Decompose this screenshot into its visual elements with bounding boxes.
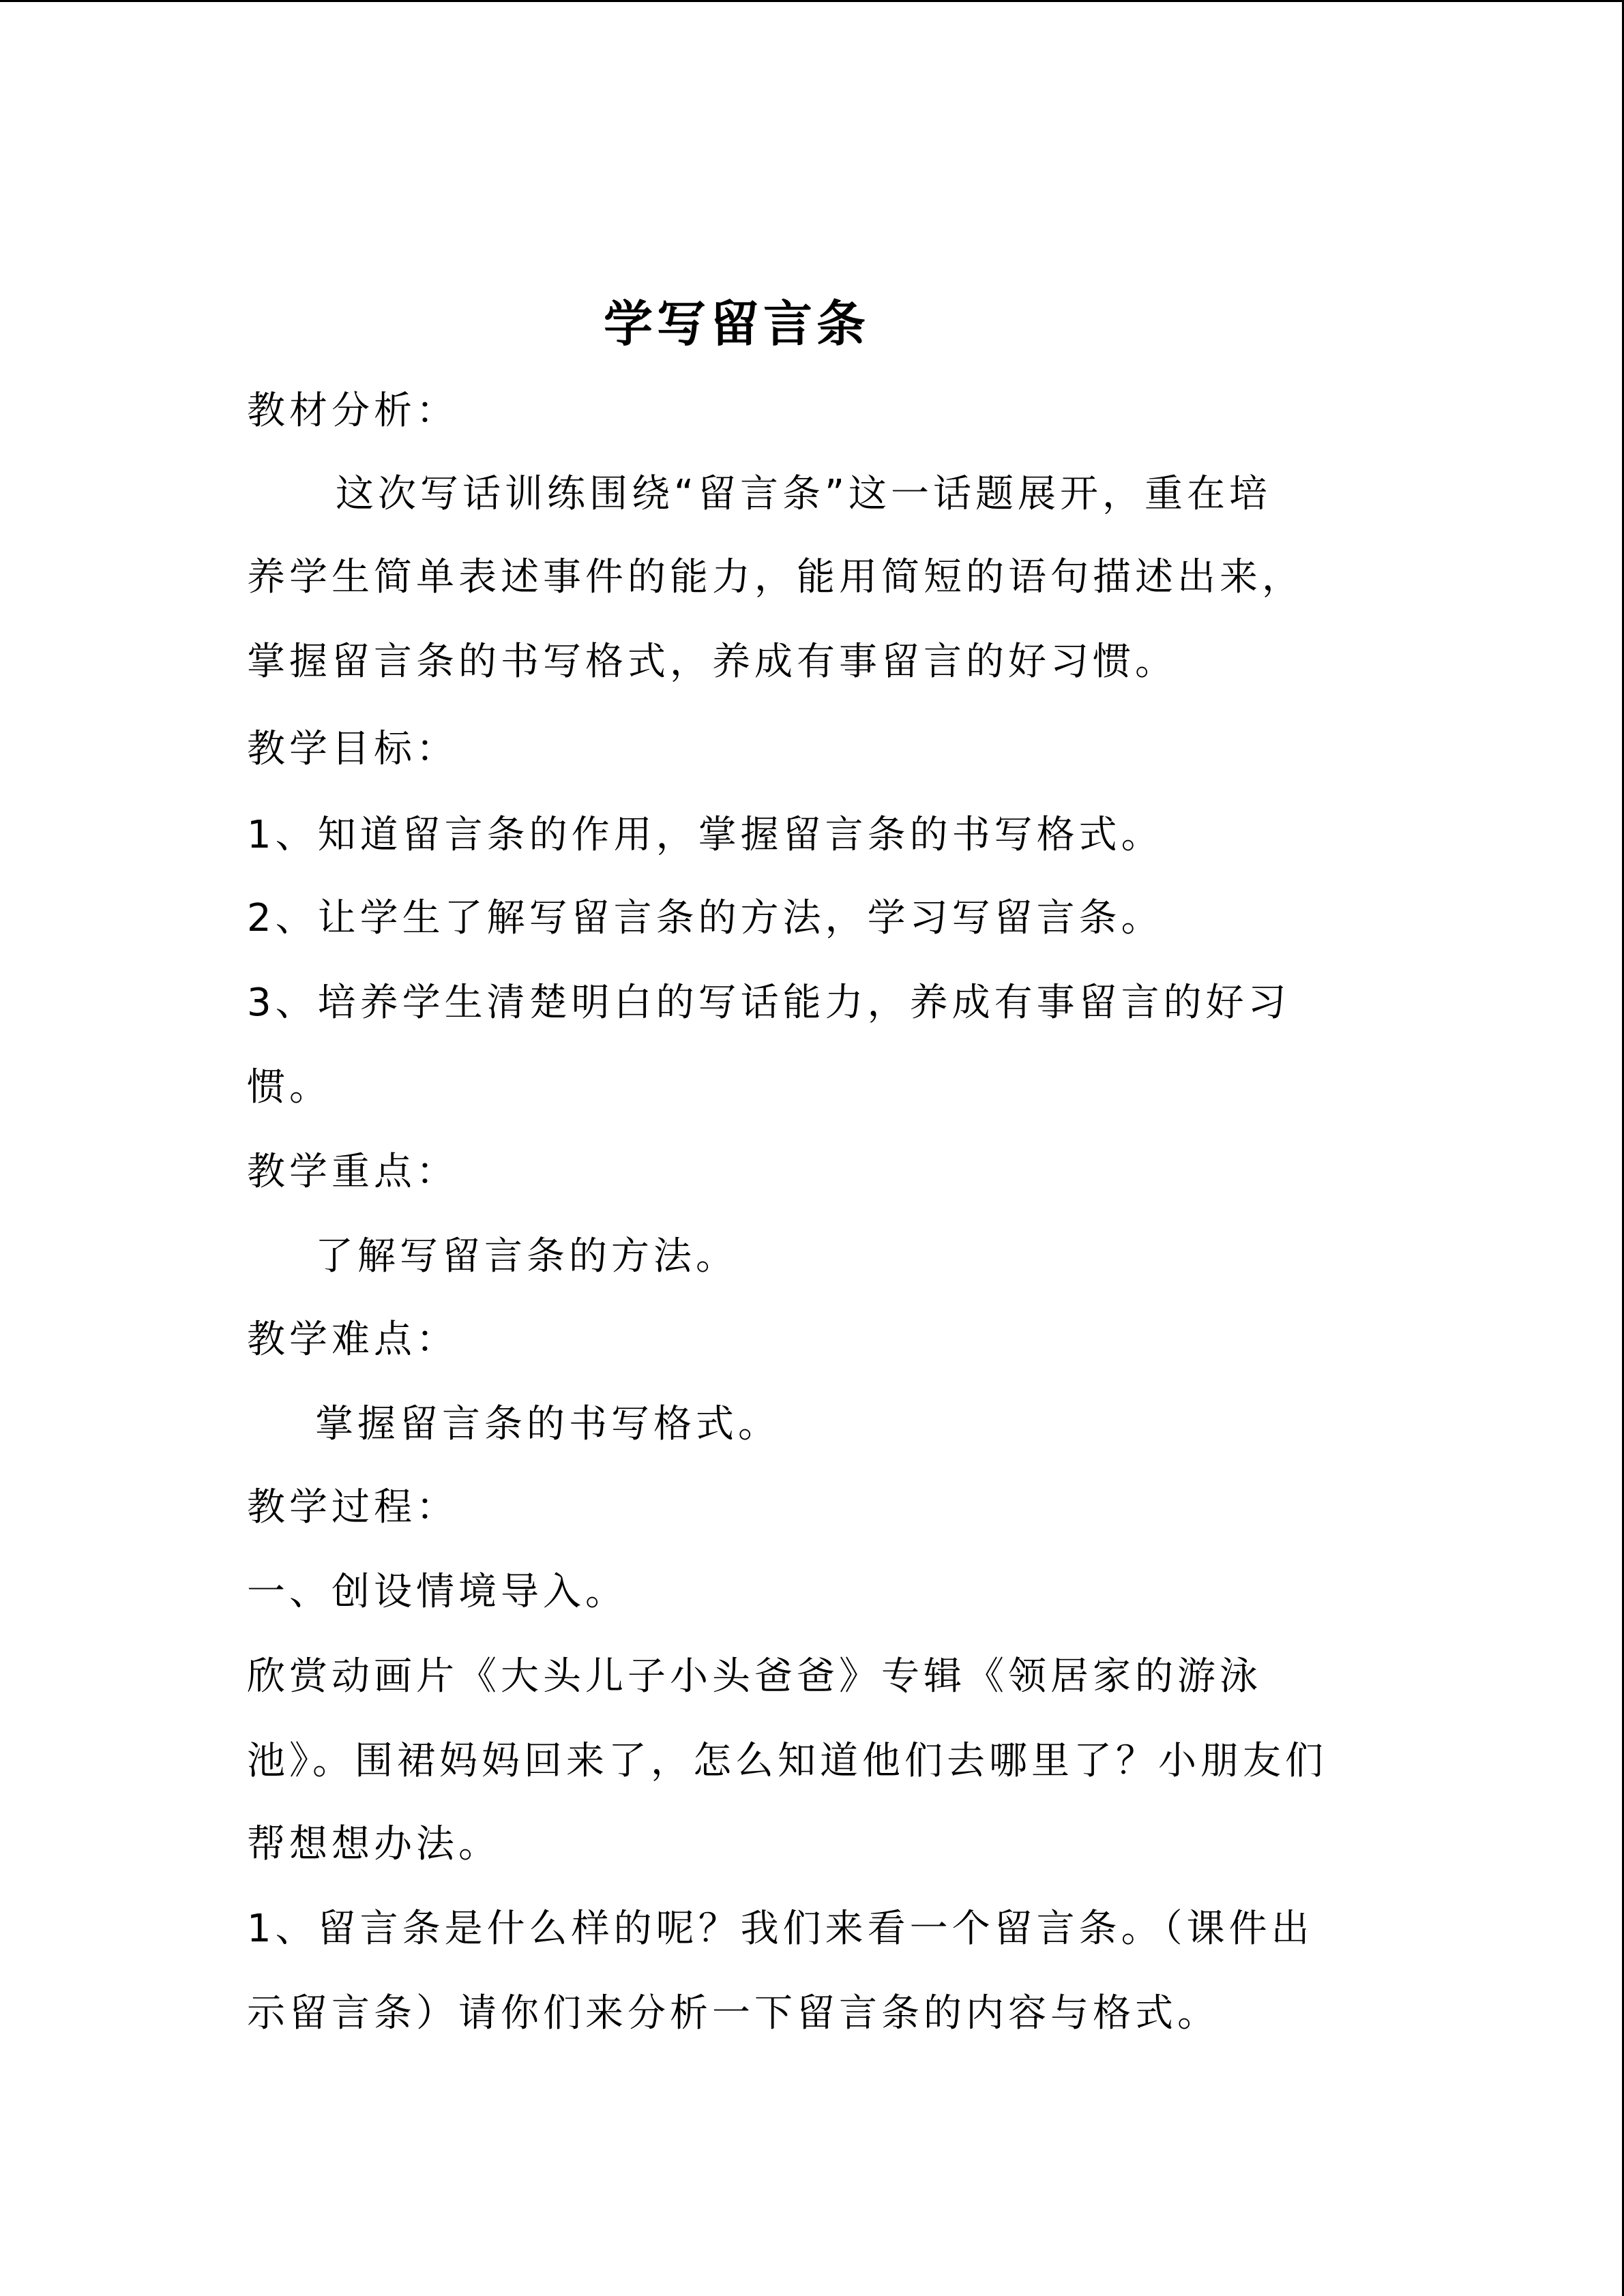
list-item: 1、知道留言条的作用，掌握留言条的书写格式。	[247, 813, 1164, 857]
section-heading-difficulties: 教学难点：	[247, 1317, 458, 1362]
document-title: 学写留言条	[603, 295, 870, 353]
section-heading-key-points: 教学重点：	[247, 1150, 458, 1194]
paragraph-line: 示留言条）请你们来分析一下留言条的内容与格式。	[247, 1991, 1220, 2036]
paragraph-line: 掌握留言条的书写格式，养成有事留言的好习惯。	[247, 640, 1177, 684]
subheading-step-one: 一、创设情境导入。	[247, 1570, 628, 1614]
paragraph-line: 掌握留言条的书写格式。	[315, 1402, 780, 1446]
section-heading-teaching-goals: 教学目标：	[247, 727, 458, 771]
top-border	[0, 0, 1624, 2]
section-heading-teaching-process: 教学过程：	[247, 1485, 458, 1530]
paragraph-line: 这次写话训练围绕“留言条”这一话题展开，重在培	[336, 472, 1272, 516]
paragraph-line: 1、留言条是什么样的呢？我们来看一个留言条。（课件出	[247, 1907, 1314, 1951]
list-item-continued: 惯。	[247, 1065, 331, 1109]
paragraph-line: 欣赏动画片《大头儿子小头爸爸》专辑《领居家的游泳	[247, 1654, 1262, 1699]
paragraph-line: 了解写留言条的方法。	[315, 1234, 738, 1279]
list-item: 3、培养学生清楚明白的写话能力，养成有事留言的好习	[247, 981, 1290, 1025]
paragraph-line: 池》。围裙妈妈回来了，怎么知道他们去哪里了？小朋友们	[247, 1739, 1327, 1783]
paragraph-line: 养学生简单表述事件的能力，能用简短的语句描述出来，	[247, 555, 1304, 599]
paragraph-line: 帮想想办法。	[247, 1822, 501, 1866]
section-heading-material-analysis: 教材分析：	[247, 389, 458, 433]
list-item: 2、让学生了解写留言条的方法，学习写留言条。	[247, 896, 1164, 940]
